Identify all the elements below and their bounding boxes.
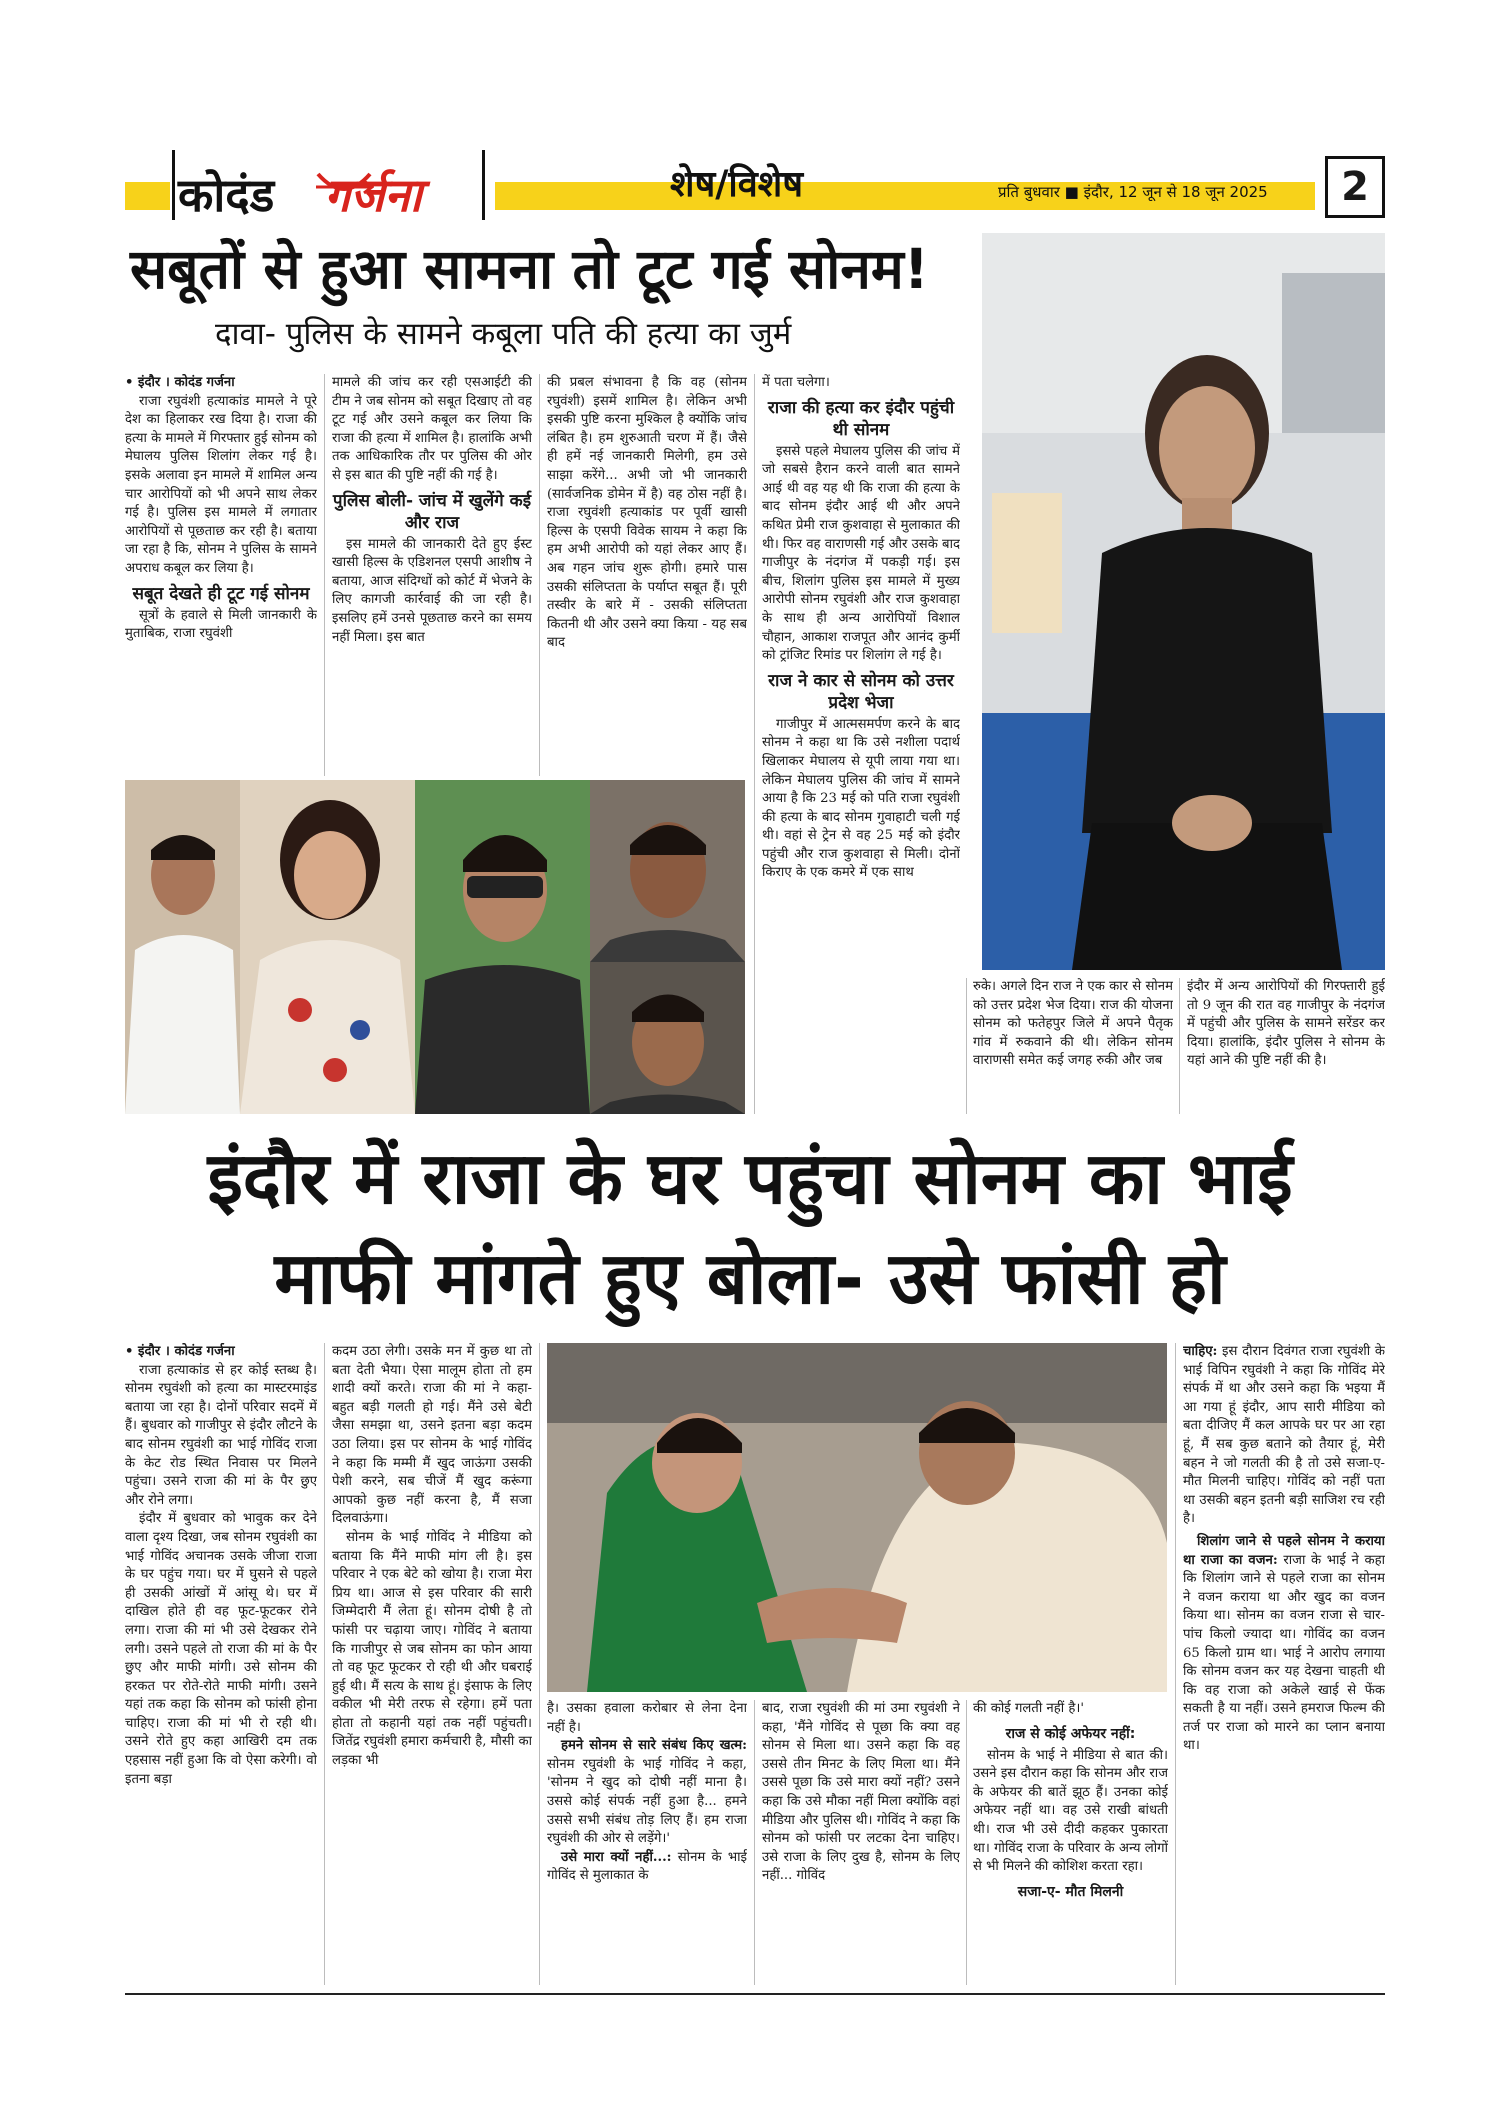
masthead-divider-right [482,150,485,220]
story1-col4-paragraph-3: गाजीपुर में आत्मसमर्पण करने के बाद सोनम ने कहा था कि उसे नशीला पदार्थ खिलाकर मेघालय से यूपी लाया गया था। लेकिन मेघालय पुलिस की जांच में सामने आया है कि 23 मई को पति राजा रघुवंशी की हत्या के बाद सोनम गुवाहाटी चली गई थी। वहां से ट्रेन से वह 25 मई को इंदौर पहुंची और राज कुशवाहा से मिली। दोनों किराए के एक कमरे में एक साथ [762,716,960,881]
story2-column-5 [973,1700,1168,1985]
story2-col6-inline-text: राजा के भाई ने कहा कि शिलांग जाने से पहले राजा का सोनम ने वजन कराया था और खुद का वजन किया था। सोनम का वजन राजा से चार-पांच किलो ज्यादा था। गोविंद का वजन 65 किलो ग्राम था। भाई ने आरोप लगाया कि सोनम वजन कर यह देखना चाहती थी कि वह राजा को अकेले खाई से फेंक सकती है या नहीं। उसने हमराज फिल्म की तर्ज पर राजा को मारने का प्लान बनाया था। [1183,1552,1385,1754]
story1-col5-paragraph: रुके। अगले दिन राज ने एक कार से सोनम को उत्तर प्रदेश भेज दिया। राज की योजना सोनम को फतेहपुर जिले में अपने पैतृक गांव में रुकवाने की थी। लेकिन सोनम वाराणसी समेत कई जगह रुकी और जब [973,979,1173,1069]
story2-col1-paragraph-2: इंदौर में बुधवार को भावुक कर देने वाला दृश्य दिखा, जब सोनम रघुवंशी का भाई गोविंद अचानक उसके जीजा राजा के घर पहुंच गया। घर में घुसने से पहले ही उसकी आंखों में आंसू थे। घर में दाखिल होते ही वह फूट-फूटकर रोने लगा। राजा की मां भी उसे देखकर रोने लगी। उसने पहले तो राजा की मां के पैर छुए और माफी मांगी। उसे सोनम की हरकत पर रोते-रोते माफी मांगी। उसने यहां तक कहा कि सोनम को फांसी होना चाहिए। राजा की मां भी रो रही थी। उसने रोते हुए कहा आखिरी दम तक एहसास नहीं हुआ कि वो ऐसा करेगी। वो इतना बड़ा [125,1511,317,1787]
story2-col6-paragraph-2 [1183,1533,1385,1756]
column-divider [754,1700,755,1985]
photo-collage-person-5 [590,962,745,1114]
story2-col5-footer: सजा-ए- मौत मिलनी [1017,1883,1124,1900]
story2-headline-line-1: इंदौर में राजा के घर पहुंचा सोनम का भाई [207,1136,1293,1220]
story1-column-3 [547,374,747,774]
column-divider [1175,1343,1176,1985]
story2-col5-paragraph-2: सोनम के भाई ने मीडिया से बात की। उसने इस दौरान कहा कि सोनम और राज के अफेयर की बातें झूठ हैं। उनका कोई अफेयर नहीं था। वह उसे राखी बांधती थी। राज भी उसे दीदी कहकर पुकारता था। गोविंद राजा के परिवार के अन्य लोगों से भी मिलने की कोशिश करता रहा। [973,1747,1168,1875]
story2-col6-text: इस दौरान दिवंगत राजा रघुवंशी के भाई विपिन रघुवंशी ने कहा कि गोविंद मेरे संपर्क में था और उसने कहा कि भइया मैं आ गया हूं इंदौर, आप सारी मीडिया को बता दीजिए मैं कल आपके घर पर आ रहा हूं, मैं सब कुछ बताने को तैयार हूं, मेरी बहन ने जो गलती की है तो उसे सजा-ए-मौत मिलनी चाहिए। गोविंद को नहीं पता था उसकी बहन इतनी बड़ी साजिश रच रही है। [1183,1344,1385,1527]
photo-collage-person-2 [240,780,415,1114]
story2-col3-inline-head-2: उसे मारा क्यों नहीं...: [561,1849,672,1865]
story1-col6-paragraph: इंदौर में अन्य आरोपियों की गिरफ्तारी हुई तो 9 जून की रात वह गाजीपुर के नंदगंज में पहुंची और पुलिस के सामने सरेंडर कर दिया। हालांकि, इंदौर पुलिस ने सोनम के यहां आने की पुष्टि नहीं की है। [1187,979,1385,1069]
story2-column-1 [125,1343,317,1985]
story2-col3-paragraph-3 [547,1849,747,1886]
story2-column-6 [1183,1343,1385,1985]
masthead-divider-left [172,150,175,220]
masthead-yellow-bar-left [125,182,170,210]
story2-column-2 [332,1343,532,1985]
story2-headline-line-2: माफी मांगते हुए बोला- उसे फांसी हो [274,1236,1226,1320]
story2-col3-paragraph: है। उसका हवाला करोबार से लेना देना नहीं है। [547,1701,747,1735]
photo-collage-person-1 [125,780,240,1114]
column-divider [539,1343,540,1985]
column-divider [324,1343,325,1985]
story1-col2-subhead: पुलिस बोली- जांच में खुलेंगे कई और राज [332,490,532,533]
story1-column-5 [973,978,1173,1114]
story1-col1-paragraph-2: सूत्रों के हवाले से मिली जानकारी के मुताबिक, राजा रघुवंशी [125,607,317,642]
story1-col2-paragraph: मामले की जांच कर रही एसआईटी की टीम ने जब सोनम को सबूत दिखाए तो वह टूट गई और उसने कबूल कर लिया कि राजा की हत्या में शामिल है। हालांकि अभी तक आधिकारिक तौर पर पुलिस की ओर से इस बात की पुष्टि नहीं की गई है। [332,375,532,483]
story1-column-2 [332,374,532,774]
story2-col2-paragraph-2: सोनम के भाई गोविंद ने मीडिया को बताया कि मैंने माफी मांग ली है। इस परिवार ने एक बेटे को खोया है। राजा मेरा प्रिय था। आज से इस परिवार की सारी जिम्मेदारी मैं लेता हूं। सोनम दोषी है तो फांसी पर चढ़ाया जाए। गोविंद ने बताया कि गाजीपुर से जब सोनम का फोन आया तो वह फूट फूटकर रो रही थी और घबराई हुई थी। मैं सत्य के साथ हूं। इंसाफ के लिए वकील भी मेरी तरफ से रहेगा। हमें पता होता तो कहानी यहां तक नहीं पहुंचती। जितेंद्र रघुवंशी हमारा कर्मचारी है, मौसी का लड़का भी [332,1529,532,1769]
story1-col4-paragraph-2: इससे पहले मेघालय पुलिस की जांच में जो सबसे हैरान करने वाली बात सामने आई थी वह यह थी कि राजा की हत्या के बाद सोनम इंदौर आई थी और अपने कथित प्रेमी राज कुशवाहा से मुलाकात की थी। फिर वह वाराणसी गई और उसके बाद गाजीपुर के नंदगंज में पकड़ी गई। इस बीच, शिलांग पुलिस इस मामले में मुख्य आरोपी सोनम रघुवंशी और राज कुशवाहा के साथ ही अन्य आरोपियों विशाल चौहान, आकाश राजपूत और आनंद कुर्मी को ट्रांजिट रिमांड पर शिलांग ले गई है। [762,443,960,664]
masthead-logo[interactable] [178,160,422,230]
story1-col1-subhead: सबूत देखते ही टूट गई सोनम [132,583,310,604]
dateline: प्रति बुधवार ■ इंदौर, 12 जून से 18 जून 2025 [998,183,1268,201]
column-divider [966,978,967,1114]
story1-col3-paragraph: की प्रबल संभावना है कि वह (सोनम रघुवंशी) इसमें शामिल है। लेकिन अभी इसकी पुष्टि करना मुश्किल है क्योंकि जांच लंबित है। हम शुरुआती चरण में हैं। जैसे ही हमें नई जानकारी मिलेगी, हम उसे साझा करेंगे... अभी जो भी जानकारी (सार्वजनिक डोमेन में है) वह ठोस नहीं है। राजा रघुवंशी हत्याकांड पर पूर्वी खासी हिल्स के एसपी विवेक सायम ने कहा कि हम अभी आरोपी को यहां लेकर आए हैं। अब गहन जांच शुरू होगी। हमारे पास उसकी संलिप्तता के पर्याप्त सबूत हैं। पूरी तस्वीर के बारे में - उसकी संलिप्तता कितनी थी और उसने क्या किया - यह सब बाद [547,375,747,651]
story2-col6-lead: चाहिए: [1183,1344,1218,1359]
bottom-rule [125,1993,1385,1995]
story1-column-6 [1187,978,1385,1114]
story1-col1-paragraph: राजा रघुवंशी हत्याकांड मामले ने पूरे देश का हिलाकर रख दिया है। राजा की हत्या के मामले में गिरफ्तार हुई सोनम को मेघालय पुलिस शिलांग लेकर गई है। इसके अलावा इन मामले में शामिल अन्य चार आरोपियों को भी अपने साथ लेकर गई है। पुलिस इस मामले में लगातार आरोपियों से पूछताछ कर रही है। बताया जा रहा है कि, सोनम ने पुलिस के सामने अपराध कबूल कर लिया है। [125,393,317,576]
story2-col3-inline-head: हमने सोनम से सारे संबंध किए खत्म: [561,1738,747,1754]
story1-col2-paragraph-2: इस मामले की जानकारी देते हुए ईस्ट खासी हिल्स के एडिशनल एसपी आशीष ने बताया, आज संदिग्धों को कोर्ट में भेजने के लिए कागजी कार्रवाई की जा रही है। इसलिए हमें उनसे पूछताछ करने का समय नहीं मिला। इस बात [332,536,532,645]
story2-byline: • इंदौर । कोदंड गर्जना [125,1344,235,1359]
story2-col5-subhead: राज से कोई अफेयर नहीं: [1005,1725,1136,1742]
column-divider [966,1700,967,1985]
story2-col6-paragraph [1183,1343,1385,1529]
logo-text-black: कोदंड [178,168,275,222]
story2-col2-paragraph: कदम उठा लेगी। उसके मन में कुछ था तो बता देती भैया। ऐसा मालूम होता तो हम शादी क्यों करते। राजा की मां ने कहा- बहुत बड़ी गलती हो गई। मैंने उसे बेटी जैसा समझा था, उसने इतना बड़ा कदम उठा लिया। इस पर सोनम के भाई गोविंद ने कहा कि मम्मी मैं खुद जाऊंगा उसकी पेशी करने, सब चीजें मैं खुद करूंगा आपको कुछ नहीं करना है, मैं सजा दिलवाऊंगा। [332,1344,532,1527]
story1-byline: • इंदौर । कोदंड गर्जना [125,375,235,390]
story2-col6-inline-head: शिलांग जाने से पहले सोनम ने कराया था राजा का वजन: [1183,1533,1385,1568]
logo-text-red: गर्जना [324,168,422,222]
story1-col4-subhead-1: राजा की हत्या कर इंदौर पहुंची थी सोनम [767,397,955,440]
page-number: 2 [1325,156,1385,218]
story1-headline: सबूतों से हुआ सामना तो टूट गई सोनम! [130,237,929,301]
story2-col4-paragraph: बाद, राजा रघुवंशी की मां उमा रघुवंशी ने कहा, 'मैंने गोविंद से पूछा कि क्या वह सोनम से मिला था। उसने कहा कि वह उससे तीन मिनट के लिए मिला था। मैंने उससे पूछा कि उसे मारा क्यों नहीं? उसने कहा कि उसे मौका नहीं मिला क्योंकि वहां मीडिया और पुलिस थी। गोविंद ने कहा कि सोनम को फांसी पर लटका देना चाहिए। उसे राजा के लिए दुख है, सोनम के लिए नहीं... गोविंद [762,1701,960,1884]
story2-col3-inline-text: सोनम रघुवंशी के भाई गोविंद ने कहा, 'सोनम ने खुद को दोषी नहीं माना है। उससे कोई संपर्क नहीं हुआ है... हमने उससे सभी संबंध तोड़ लिए हैं। हम राजा रघुवंशी की ओर से लड़ेंगे।' [547,1756,747,1847]
story1-col4-paragraph: में पता चलेगा। [762,375,830,390]
photo-sonam-portrait [982,233,1385,970]
bow-arrow-icon [314,170,374,204]
column-divider [539,374,540,776]
photo-collage-person-3 [415,780,590,1114]
story1-column-1 [125,374,317,774]
column-divider [324,374,325,776]
story2-column-4 [762,1700,960,1985]
story2-column-3 [547,1700,747,1985]
story2-col1-paragraph: राजा हत्याकांड से हर कोई स्तब्ध है। सोनम रघुवंशी को हत्या का मास्टरमाइंड बताया जा रहा है। दोनों परिवार सदमें में हैं। बुधवार को गाजीपुर से इंदौर लौटने के बाद सोनम रघुवंशी का भाई गोविंद राजा के केट रोड स्थित निवास पर मिलने पहुंचा। उसने राजा की मां के पैर छुए और रोने लगा। [125,1362,317,1508]
column-divider [1179,978,1180,1114]
story2-col3-inline-text-2: सोनम के भाई गोविंद से मुलाकात के [547,1849,747,1884]
photo-brother-apology [547,1343,1167,1692]
section-title: शेष/विशेष [670,163,804,205]
column-divider [754,374,755,1114]
story1-col4-subhead-2: राज ने कार से सोनम को उत्तर प्रदेश भेजा [768,670,954,713]
story1-subheadline: दावा- पुलिस के सामने कबूला पति की हत्या का जुर्म [215,316,792,352]
story2-col3-paragraph-2 [547,1737,747,1849]
photo-collage-person-4 [590,780,745,962]
story2-col5-paragraph: की कोई गलती नहीं है।' [973,1701,1084,1716]
story1-column-4 [762,374,960,1114]
